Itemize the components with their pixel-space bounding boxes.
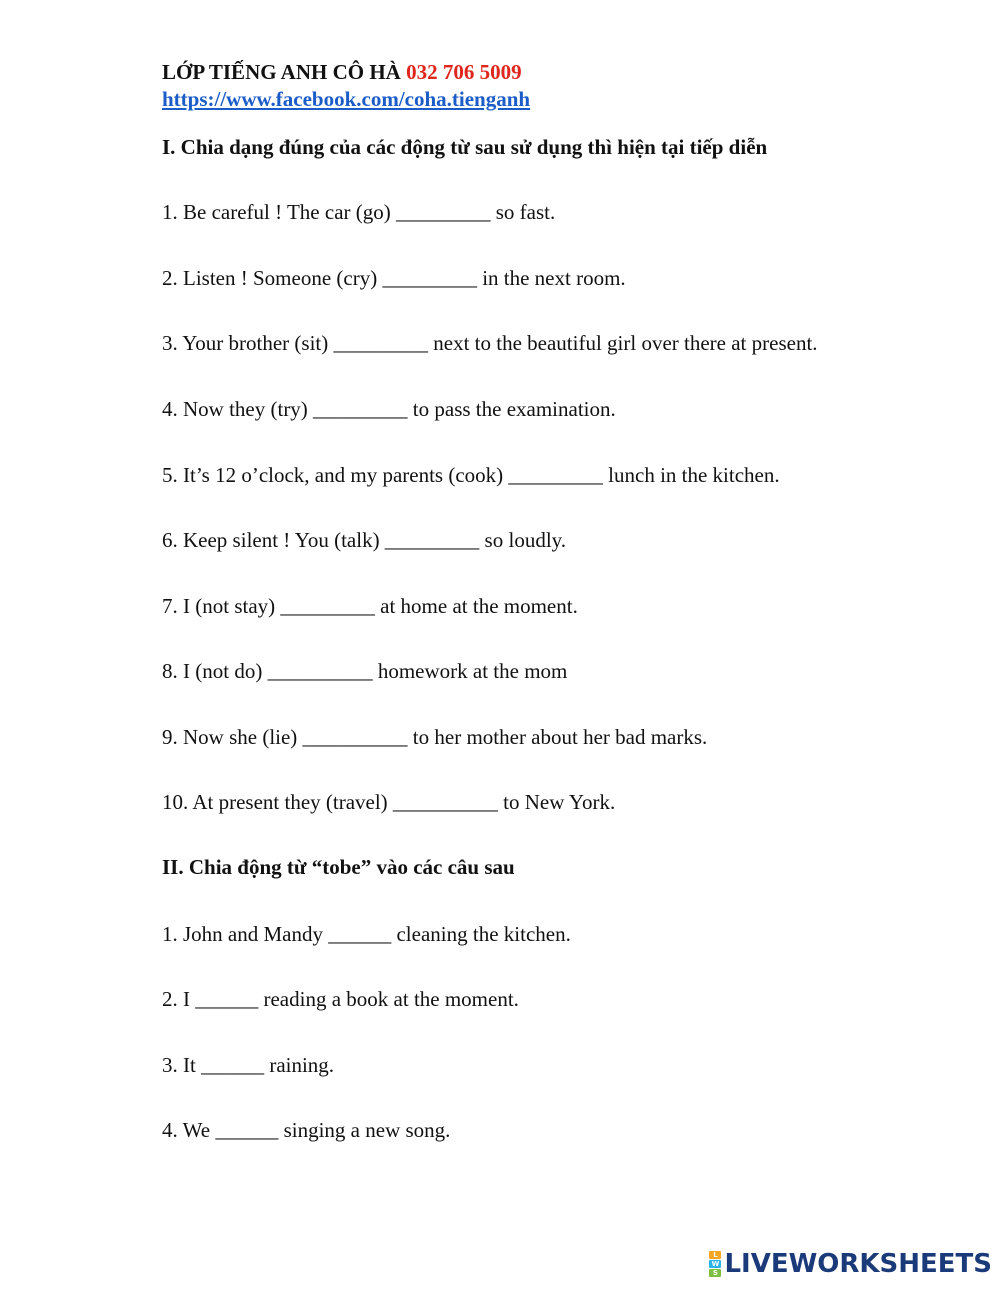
liveworksheets-logo [709, 1249, 992, 1279]
exercise-2-item: 2. I ______ reading a book at the moment. [162, 987, 519, 1011]
header-title [162, 58, 530, 86]
exercise-2-item: 1. John and Mandy ______ cleaning the kitchen. [162, 922, 571, 946]
exercise-1-item: 2. Listen ! Someone (cry) _________ in the next room. [162, 266, 626, 290]
header-phone: 032 706 5009 [406, 60, 522, 84]
section-2-heading: II. Chia động từ “tobe” vào các câu sau [162, 855, 515, 879]
exercise-1-item: 10. At present they (travel) __________ to New York. [162, 790, 616, 814]
logo-icon [709, 1251, 721, 1277]
exercise-1-item: 9. Now she (lie) __________ to her mother about her bad marks. [162, 725, 708, 749]
header-title-text: LỚP TIẾNG ANH CÔ HÀ [162, 60, 401, 84]
exercise-2-item: 4. We ______ singing a new song. [162, 1118, 451, 1142]
logo-block-l: L [709, 1251, 721, 1259]
header [162, 58, 530, 112]
exercise-1-item: 4. Now they (try) _________ to pass the examination. [162, 397, 616, 421]
exercise-1-item: 5. It’s 12 o’clock, and my parents (cook) _________ lunch in the kitchen. [162, 463, 780, 487]
logo-text: LIVEWORKSHEETS [724, 1249, 992, 1279]
exercise-1-item: 1. Be careful ! The car (go) _________ so fast. [162, 200, 556, 224]
section-1-heading: I. Chia dạng đúng của các động từ sau sử dụng thì hiện tại tiếp diễn [162, 135, 768, 159]
facebook-link[interactable]: https://www.facebook.com/coha.tienganh [162, 87, 531, 111]
logo-block-s: S [709, 1269, 721, 1277]
exercise-2-item: 3. It ______ raining. [162, 1053, 335, 1077]
exercise-1-item: 8. I (not do) __________ homework at the mom [162, 659, 568, 683]
logo-block-w: W [709, 1260, 721, 1268]
exercise-1-item: 6. Keep silent ! You (talk) _________ so loudly. [162, 528, 567, 552]
exercise-1-item: 3. Your brother (sit) _________ next to the beautiful girl over there at present. [162, 331, 818, 355]
exercise-1-item: 7. I (not stay) _________ at home at the moment. [162, 594, 578, 618]
